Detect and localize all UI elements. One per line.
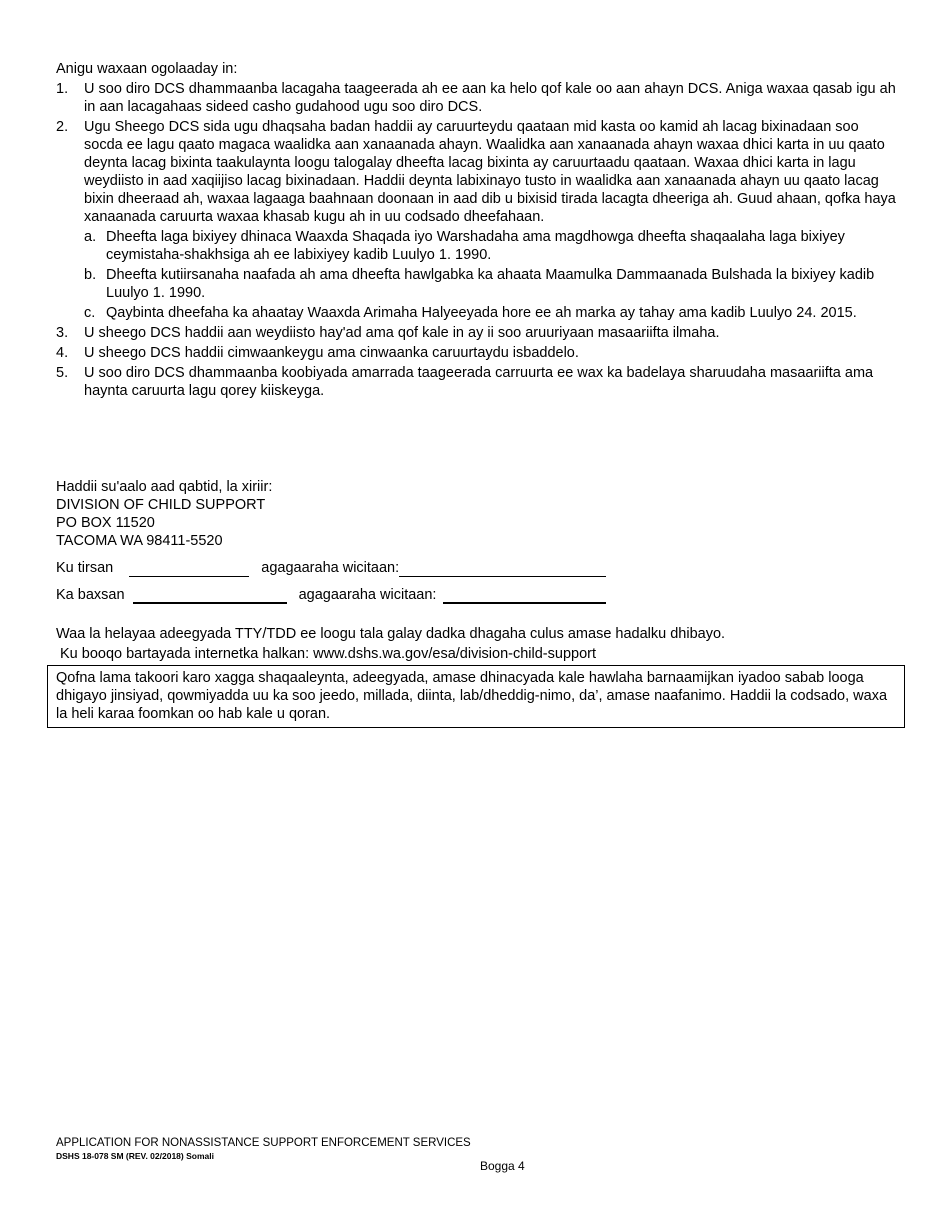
tty-notice: Waa la helayaa adeegyada TTY/TDD ee loogu tala galay dadka dhagaha culus amase hadalku dhibayo. xyxy=(56,626,726,642)
benefits-sublist xyxy=(84,228,901,322)
contact-city: TACOMA WA 98411-5520 xyxy=(56,533,223,549)
sub-text: Dheefta kutiirsanaha naafada ah ama dheefta hawlgabka ka ahaata Maamulka Dammaanada Bulshada la bixiyey kadib Luulyo 1. 1990. xyxy=(106,267,875,301)
item-text: Ugu Sheego DCS sida ugu dhaqsaha badan haddii ay caruurteydu qaataan mid kasta oo kamid ah lacag bixinadaan soo socda ee lagu qaato magaca waalidka aan xanaanada ahayn. Waalidka aan xanaanada ahayn waxaa dhici karta in uu qaato deynta lacag bixinta taakulaynta loogu talogalay dheefta lacag bixinta ay caruurtaadu qaataan. Waxaa dhici karta in lagu weydiisto in aad xaqiijiso lacag bixinadaan. Haddii deynta labixinayo tusto in waalidka aan xanaanada ahayn uu qaato lacag bixin dheeraad ah, waxaa lagaaga baahnaan doonaan in aad dib u bixisid tirada lacagta dheeriga ah. Guud ahaan, qofka haya xanaanada caruurta waxaa khasab kugu ah in uu codsado dheefahaan. xyxy=(84,119,896,225)
item-number: 4. xyxy=(56,345,69,361)
contact-block xyxy=(56,478,272,550)
sub-letter: b. xyxy=(84,267,97,283)
item-text: U soo diro DCS dhammaanba lacagaha taageerada ah ee aan ka helo qof kale oo aan ahayn DCS. Aniga waxaa qasab igu ah in aan lacagahaas sideed casho gudahood ugu soo diro DCS. xyxy=(84,81,896,115)
website-notice: Ku booqo bartayada internetka halkan: www.dshs.wa.gov/esa/division-child-support xyxy=(60,646,597,662)
sub-text: Qaybinta dheefaha ka ahaatay Waaxda Arimaha Halyeeyada hore ee ah marka ay tahay ama kadib Luulyo 24. 2015. xyxy=(106,305,857,321)
outside-phone-row xyxy=(56,586,606,604)
dependent-label: Ku tirsan xyxy=(56,560,114,576)
list-item-5 xyxy=(56,364,901,400)
list-item-3 xyxy=(56,324,901,342)
item-text: U soo diro DCS dhammaanba koobiyada amarrada taageerada carruurta ee wax ka badelaya sharuudaha masaariifta ama haynta caruurta lagu qorey kiiskeyga. xyxy=(84,365,874,399)
phone-label-1: agagaaraha wicitaan: xyxy=(261,560,400,576)
nondiscrimination-box: Qofna lama takoori karo xagga shaqaaleynta, adeegyada, amase dhinacyada kale hawlaha barnaamijkan iyadoo sabab looga dhigayo jinsiyad, qowmiyadda uu ka soo jeedo, millada, diinta, lab/dheddig-nimo, da’, amase naafanimo. Haddii la codsado, waxa la heli karaa foomkan oo hab kale u qoran. xyxy=(47,665,905,728)
dependent-field[interactable] xyxy=(129,562,249,577)
contact-org: DIVISION OF CHILD SUPPORT xyxy=(56,497,266,513)
sub-text: Dheefta laga bixiyey dhinaca Waaxda Shaqada iyo Warshadaha ama magdhowga dheefta shaqaalaha laga bixiyey ceymistaha-shakhsiga ah ee labixiyey kadib Luulyo 1. 1990. xyxy=(106,229,845,263)
sub-letter: c. xyxy=(84,305,96,321)
sublist-item-b xyxy=(84,266,901,302)
list-item-4 xyxy=(56,344,901,362)
phone-field-2[interactable] xyxy=(443,588,606,604)
item-number: 5. xyxy=(56,365,69,381)
item-text: U sheego DCS haddii aan weydiisto hay'ad ama qof kale in ay ii soo aruuriyaan masaariifta ilmaha. xyxy=(84,325,720,341)
dependent-phone-row xyxy=(56,559,606,577)
sublist-item-c xyxy=(84,304,901,322)
outside-label: Ka baxsan xyxy=(56,587,125,603)
contact-question: Haddii su'aalo aad qabtid, la xiriir: xyxy=(56,479,273,495)
phone-field-1[interactable] xyxy=(399,562,606,577)
intro-text: Anigu waxaan ogolaaday in: xyxy=(56,61,238,77)
phone-label-2: agagaaraha wicitaan: xyxy=(298,587,437,603)
footer-form-number: DSHS 18-078 SM (REV. 02/2018) Somali xyxy=(56,1151,214,1161)
footer-form-title: APPLICATION FOR NONASSISTANCE SUPPORT ENFORCEMENT SERVICES xyxy=(56,1137,471,1149)
sublist-item-a xyxy=(84,228,901,264)
item-number: 3. xyxy=(56,325,69,341)
item-text: U sheego DCS haddii cimwaankeygu ama cinwaanka caruurtaydu isbaddelo. xyxy=(84,345,579,361)
list-item-2 xyxy=(56,118,901,322)
outside-field[interactable] xyxy=(133,588,287,604)
contact-pobox: PO BOX 11520 xyxy=(56,515,155,531)
item-number: 2. xyxy=(56,119,69,135)
page-number: Bogga 4 xyxy=(480,1159,525,1173)
item-number: 1. xyxy=(56,81,69,97)
agreement-list xyxy=(56,80,901,402)
sub-letter: a. xyxy=(84,229,97,245)
list-item-1 xyxy=(56,80,901,116)
